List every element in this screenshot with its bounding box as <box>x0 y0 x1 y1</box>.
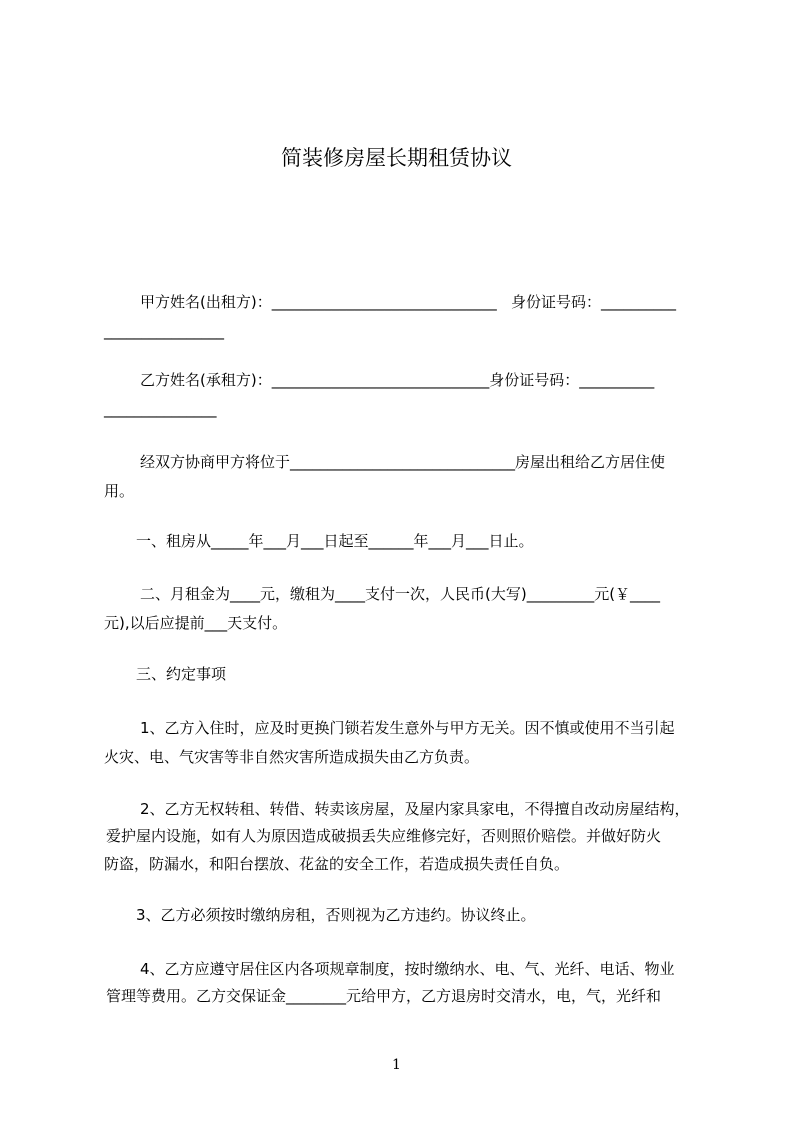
clause-2-rent-continuation: 元),以后应提前___天支付。 <box>104 614 288 632</box>
clause-3-heading: 三、约定事项 <box>136 665 227 683</box>
clause-2-rent-line: 二、月租金为____元，缴租为____支付一次，人民币(大写)_________元(￥____ <box>140 585 661 603</box>
item-1-continuation: 火灾、电、气灾害等非自然灾害所造成损失由乙方负责。 <box>104 748 480 766</box>
landlord-id-continuation: ________________ <box>104 322 224 340</box>
item-4-line: 4、乙方应遵守居住区内各项规章制度，按时缴纳水、电、气、光纤、电话、物业 <box>140 960 675 978</box>
landlord-name-line: 甲方姓名(出租方)：______________________________ 身份证号码：__________ <box>140 293 677 311</box>
item-2-continuation-2: 防盗，防漏水，和阳台摆放、花盆的安全工作，若造成损失责任自负。 <box>104 855 570 873</box>
property-location-line: 经双方协商甲方将位于______________________________房屋出租给乙方居住使 <box>140 453 666 471</box>
clause-1-lease-term: 一、租房从_____年___月___日起至______年___月___日止。 <box>136 532 534 550</box>
tenant-name-line: 乙方姓名(承租方)：_____________________________身份证号码：__________ <box>140 371 655 389</box>
property-location-continuation: 用。 <box>104 482 135 500</box>
document-title: 简装修房屋长期租赁协议 <box>281 146 512 170</box>
tenant-id-continuation: _______________ <box>104 400 217 418</box>
item-1-line: 1、乙方入住时，应及时更换门锁若发生意外与甲方无关。因不慎或使用不当引起 <box>140 719 675 737</box>
item-2-continuation-1: 爱护屋内设施，如有人为原因造成破损丢失应维修完好，否则照价赔偿。并做好防火 <box>106 827 662 845</box>
item-4-continuation: 管理等费用。乙方交保证金________元给甲方，乙方退房时交清水，电，气，光纤和 <box>106 987 662 1005</box>
page-number: 1 <box>392 1057 401 1073</box>
item-3-line: 3、乙方必须按时缴纳房租，否则视为乙方违约。协议终止。 <box>136 906 536 924</box>
item-2-line: 2、乙方无权转租、转借、转卖该房屋，及屋内家具家电，不得擅自改动房屋结构， <box>140 800 690 818</box>
